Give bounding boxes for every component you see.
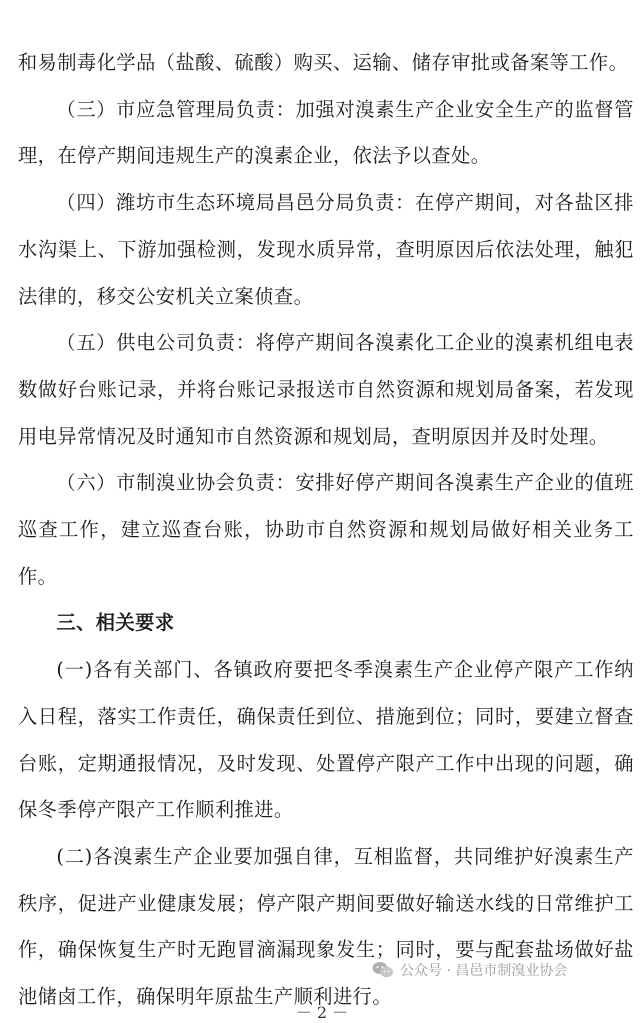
paragraph-requirement-2: (二)各溴素生产企业要加强自律，互相监督，共同维护好溴素生产秩序，促进产业健康发展；停产限产期间要做好输送水线的日常维护工作，确保恢复生产时无跑冒滴漏现象发生；同时，要与配套盐场做好盐池储卤工作，确保明年原盐生产顺利进行。 — [18, 844, 634, 1009]
document-body — [18, 40, 634, 1021]
paragraph-continuation: 和易制毒化学品（盐酸、硫酸）购买、运输、储存审批或备案等工作。 — [18, 51, 629, 74]
watermark-text: 公众号 · 昌邑市制溴业协会 — [400, 963, 568, 979]
paragraph-section-4: （四）潍坊市生态环境局昌邑分局负责：在停产期间，对各盐区排水沟渠上、下游加强检测，发现水质异常，查明原因后依法处理，触犯法律的，移交公安机关立案侦查。 — [18, 191, 634, 308]
page-number: － 2 － — [295, 1003, 349, 1022]
paragraph-section-6: （六）市制溴业协会负责：安排好停产期间各溴素生产企业的值班巡查工作，建立巡查台账，协助市自然资源和规划局做好相关业务工作。 — [18, 471, 634, 588]
wechat-icon — [372, 961, 394, 979]
paragraph-section-5: （五）供电公司负责：将停产期间各溴素化工企业的溴素机组电表数做好台账记录，并将台账记录报送市自然资源和规划局备案，若发现用电异常情况及时通知市自然资源和规划局，查明原因并及时处理。 — [18, 331, 634, 448]
section-heading-requirements: 三、相关要求 — [56, 611, 175, 635]
paragraph-requirement-1: (一)各有关部门、各镇政府要把冬季溴素生产企业停产限产工作纳入日程，落实工作责任，确保责任到位、措施到位；同时，要建立督查台账，定期通报情况，及时发现、处置停产限产工作中出现的问题，确保冬季停产限产工作顺利推进。 — [18, 658, 634, 822]
paragraph-section-3: （三）市应急管理局负责：加强对溴素生产企业安全生产的监督管理，在停产期间违规生产的溴素企业，依法予以查处。 — [18, 97, 634, 168]
watermark — [372, 955, 567, 985]
